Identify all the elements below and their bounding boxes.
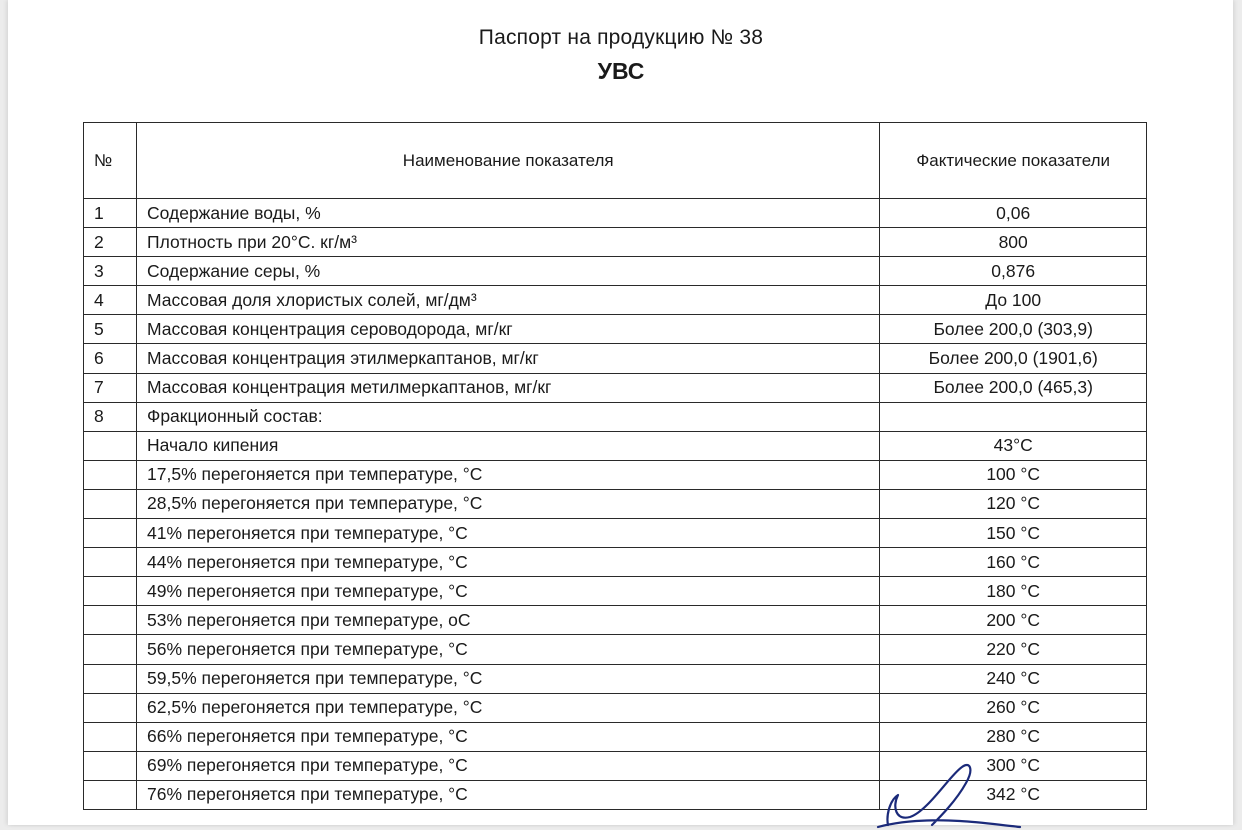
row-name: 56% перегоняется при температуре, °С bbox=[137, 635, 880, 664]
row-value: 342 °С bbox=[880, 780, 1147, 809]
row-name: 44% перегоняется при температуре, °С bbox=[137, 548, 880, 577]
header-num: № bbox=[84, 123, 137, 199]
row-num: 7 bbox=[84, 373, 137, 402]
row-num bbox=[84, 489, 137, 518]
row-num: 6 bbox=[84, 344, 137, 373]
row-value: 160 °С bbox=[880, 548, 1147, 577]
row-num bbox=[84, 606, 137, 635]
row-name: Массовая концентрация метилмеркаптанов, мг/кг bbox=[137, 373, 880, 402]
document-title: Паспорт на продукцию № 38 bbox=[478, 26, 764, 49]
row-value: 220 °С bbox=[880, 635, 1147, 664]
signature bbox=[870, 755, 1030, 830]
row-value: 800 bbox=[880, 228, 1147, 257]
row-value: 0,06 bbox=[880, 199, 1147, 228]
row-name: Плотность при 20°С. кг/м³ bbox=[137, 228, 880, 257]
row-num: 3 bbox=[84, 257, 137, 286]
row-num: 1 bbox=[84, 199, 137, 228]
table-row bbox=[84, 199, 1147, 228]
row-name: 59,5% перегоняется при температуре, °С bbox=[137, 664, 880, 693]
row-num: 5 bbox=[84, 315, 137, 344]
passport-table bbox=[83, 122, 1147, 810]
row-name: 41% перегоняется при температуре, °С bbox=[137, 519, 880, 548]
row-name: 66% перегоняется при температуре, °С bbox=[137, 722, 880, 751]
row-num bbox=[84, 431, 137, 460]
row-num: 4 bbox=[84, 286, 137, 315]
row-value: Более 200,0 (465,3) bbox=[880, 373, 1147, 402]
row-name: 53% перегоняется при температуре, оС bbox=[137, 606, 880, 635]
table-row bbox=[84, 577, 1147, 606]
row-num bbox=[84, 577, 137, 606]
table-row bbox=[84, 519, 1147, 548]
table-row bbox=[84, 606, 1147, 635]
table-row bbox=[84, 722, 1147, 751]
row-name: 49% перегоняется при температуре, °С bbox=[137, 577, 880, 606]
row-value: Более 200,0 (303,9) bbox=[880, 315, 1147, 344]
table-header-row bbox=[84, 123, 1147, 199]
row-name: Фракционный состав: bbox=[137, 402, 880, 431]
table-row bbox=[84, 548, 1147, 577]
row-name: 17,5% перегоняется при температуре, °С bbox=[137, 460, 880, 489]
row-name: Начало кипения bbox=[137, 431, 880, 460]
header-value: Фактические показатели bbox=[880, 123, 1147, 199]
row-name: Содержание серы, % bbox=[137, 257, 880, 286]
row-name: Массовая доля хлористых солей, мг/дм³ bbox=[137, 286, 880, 315]
table-row bbox=[84, 635, 1147, 664]
row-value: 150 °С bbox=[880, 519, 1147, 548]
document-subtitle: УВС bbox=[597, 58, 645, 84]
row-value: 240 °С bbox=[880, 664, 1147, 693]
row-name: 76% перегоняется при температуре, °С bbox=[137, 780, 880, 809]
table-row bbox=[84, 373, 1147, 402]
row-value: 200 °С bbox=[880, 606, 1147, 635]
row-value bbox=[880, 402, 1147, 431]
row-name: 62,5% перегоняется при температуре, °С bbox=[137, 693, 880, 722]
table-row bbox=[84, 460, 1147, 489]
row-name: Массовая концентрация сероводорода, мг/кг bbox=[137, 315, 880, 344]
table-row bbox=[84, 344, 1147, 373]
row-name: 28,5% перегоняется при температуре, °С bbox=[137, 489, 880, 518]
row-value: 43°С bbox=[880, 431, 1147, 460]
row-name: Массовая концентрация этилмеркаптанов, мг/кг bbox=[137, 344, 880, 373]
table-row bbox=[84, 257, 1147, 286]
row-num bbox=[84, 460, 137, 489]
row-value: 280 °С bbox=[880, 722, 1147, 751]
table-row bbox=[84, 664, 1147, 693]
row-num: 8 bbox=[84, 402, 137, 431]
row-num bbox=[84, 664, 137, 693]
table-row bbox=[84, 693, 1147, 722]
row-num bbox=[84, 635, 137, 664]
table-row bbox=[84, 489, 1147, 518]
row-num: 2 bbox=[84, 228, 137, 257]
row-num bbox=[84, 722, 137, 751]
row-num bbox=[84, 519, 137, 548]
row-value: 300 °С bbox=[880, 751, 1147, 780]
row-value: 260 °С bbox=[880, 693, 1147, 722]
row-value: Более 200,0 (1901,6) bbox=[880, 344, 1147, 373]
row-num bbox=[84, 751, 137, 780]
row-num bbox=[84, 780, 137, 809]
row-value: 120 °С bbox=[880, 489, 1147, 518]
header-name: Наименование показателя bbox=[137, 123, 880, 199]
row-name: Содержание воды, % bbox=[137, 199, 880, 228]
table-row bbox=[84, 228, 1147, 257]
row-value: 100 °С bbox=[880, 460, 1147, 489]
row-value: До 100 bbox=[880, 286, 1147, 315]
row-name: 69% перегоняется при температуре, °С bbox=[137, 751, 880, 780]
row-num bbox=[84, 548, 137, 577]
row-value: 180 °С bbox=[880, 577, 1147, 606]
table-row bbox=[84, 402, 1147, 431]
row-num bbox=[84, 693, 137, 722]
table-row bbox=[84, 431, 1147, 460]
table-row bbox=[84, 286, 1147, 315]
row-value: 0,876 bbox=[880, 257, 1147, 286]
table-row bbox=[84, 315, 1147, 344]
